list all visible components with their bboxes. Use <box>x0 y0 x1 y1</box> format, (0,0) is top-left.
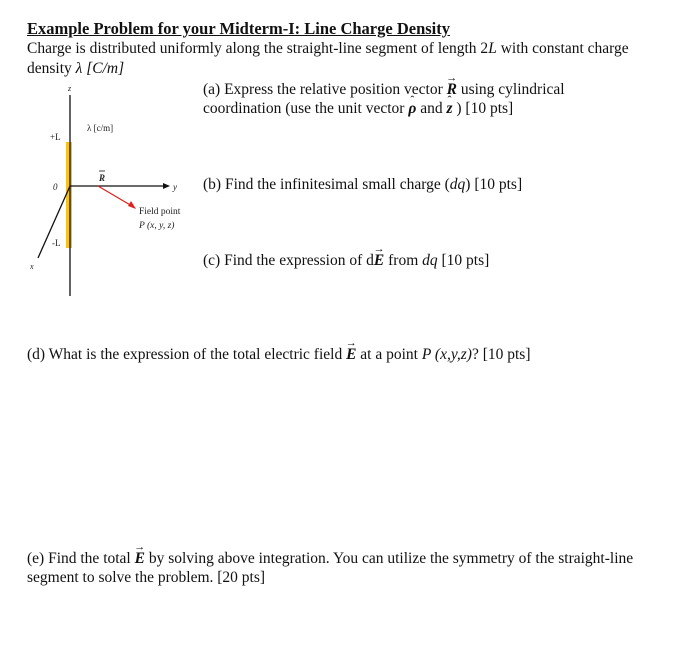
field-point-coords: P (x, y, z) <box>139 221 175 231</box>
question-c-text-1: (c) Find the expression of d <box>203 252 374 269</box>
question-e <box>27 549 657 587</box>
z-unit-vector: ˆ z <box>446 99 452 118</box>
z-axis-label: z <box>68 84 72 93</box>
question-e-text-2: by solving above integration. You can utilize the symmetry of the straight-line segment to solve the problem. [20 pts] <box>27 550 634 586</box>
dq-expression: dq <box>449 176 466 193</box>
question-d <box>27 345 667 364</box>
question-a <box>203 80 623 118</box>
question-d-text-3: ? [10 pts] <box>471 346 531 363</box>
page-title: Example Problem for your Midterm-I: Line Charge Density <box>27 19 450 38</box>
question-b-text-2: ) [10 pts] <box>465 176 523 193</box>
plus-l-label: +L <box>50 132 61 142</box>
question-a-text-2: using cylindrical coordination (use the unit vector <box>203 81 565 117</box>
lambda-symbol: λ <box>75 60 83 77</box>
units-label: [C/m] <box>82 60 125 77</box>
charged-line-segment <box>66 142 72 248</box>
question-d-text-2: at a point <box>356 346 422 363</box>
e-vector-symbol: → E <box>346 345 356 364</box>
intro-text-1: Charge is distributed uniformly along the straight-line segment of length 2 <box>27 40 489 57</box>
r-vector-arrow-icon <box>128 201 136 209</box>
y-axis-arrow-icon <box>163 183 170 189</box>
minus-l-label: -L <box>52 238 61 248</box>
e-vector-symbol: → E <box>135 549 145 568</box>
y-axis-label: y <box>173 182 177 192</box>
r-vector-symbol: → R <box>447 80 457 99</box>
question-c <box>203 251 623 270</box>
length-variable: L <box>488 40 497 57</box>
question-a-and: and <box>416 100 447 117</box>
question-c-text-2: from <box>384 252 423 269</box>
question-a-text-1: (a) Express the relative position vector <box>203 81 447 98</box>
intro-text-2: with constant charge density <box>27 40 629 77</box>
line-charge-figure <box>0 0 210 310</box>
lambda-density-label: λ [c/m] <box>87 123 114 133</box>
question-e-text-1: (e) Find the total <box>27 550 135 567</box>
e-vector-symbol: → E <box>374 251 384 270</box>
point-p-expression: P (x,y,z) <box>421 346 472 363</box>
x-axis-label: x <box>30 262 34 271</box>
question-b <box>203 175 623 194</box>
r-vector-label: R <box>99 173 106 183</box>
question-c-text-3: [10 pts] <box>437 252 490 269</box>
dq-expression: dq <box>422 252 438 269</box>
r-vector-line <box>98 186 132 206</box>
field-point-label: Field point <box>139 207 181 217</box>
question-a-text-3: ) [10 pts] <box>452 100 514 117</box>
question-b-text-1: (b) Find the infinitesimal small charge ( <box>203 176 450 193</box>
rho-unit-vector: ˆ ρ <box>408 99 416 118</box>
question-d-text-1: (d) What is the expression of the total electric field <box>27 346 347 363</box>
origin-label: 0 <box>53 182 58 192</box>
